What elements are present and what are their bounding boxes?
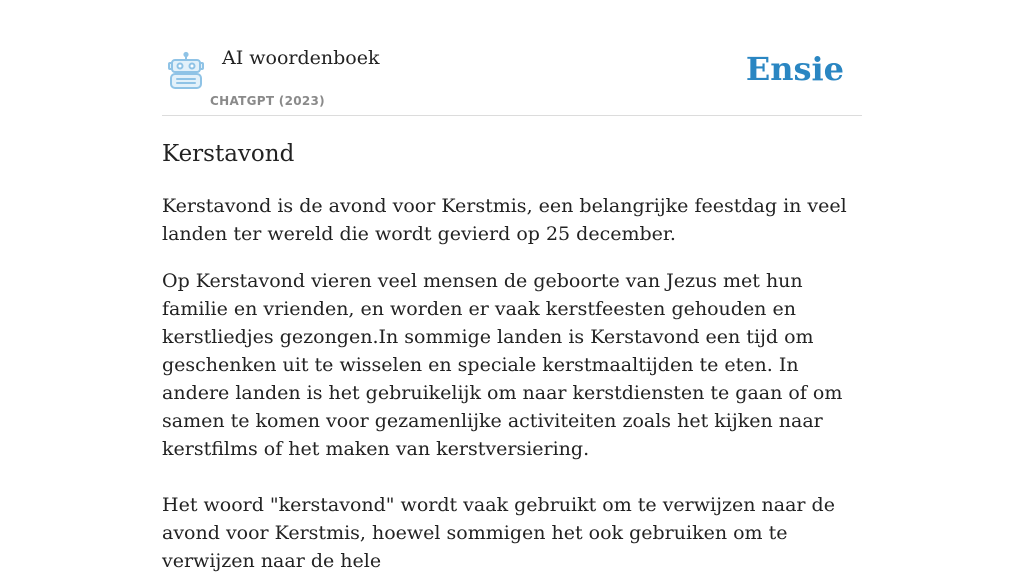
entry-content [162,138,862,575]
robot-icon [166,52,206,90]
entry-paragraph: Op Kerstavond vieren veel mensen de geboorte van Jezus met hun familie en vrienden, en worden er vaak kerstfeesten gehouden en kerstliedjes gezongen.In sommige landen is Kerstavond een tijd om geschenken uit te wisselen en speciale kerstmaaltijden te eten. In andere landen is het gebruikelijk om naar kerstdiensten te gaan of om samen te komen voor gezamenlijke activiteiten zoals het kijken naar kerstfilms of het maken van kerstversiering. [162,270,843,460]
entry-title: Kerstavond [162,141,295,167]
dictionary-source: CHATGPT (2023) [210,94,325,108]
entry-paragraph: Kerstavond is de avond voor Kerstmis, een belangrijke feestdag in veel landen ter wereld die wordt gevierd op 25 december. [162,195,847,245]
entry-paragraph: Het woord "kerstavond" wordt vaak gebruikt om te verwijzen naar de avond voor Kerstmis, hoewel sommigen het ook gebruiken om te verwijzen naar de hele [162,494,835,572]
brand-logo-link[interactable]: Ensie [745,50,844,88]
dictionary-title[interactable]: AI woordenboek [222,47,380,69]
site-header [162,0,862,116]
